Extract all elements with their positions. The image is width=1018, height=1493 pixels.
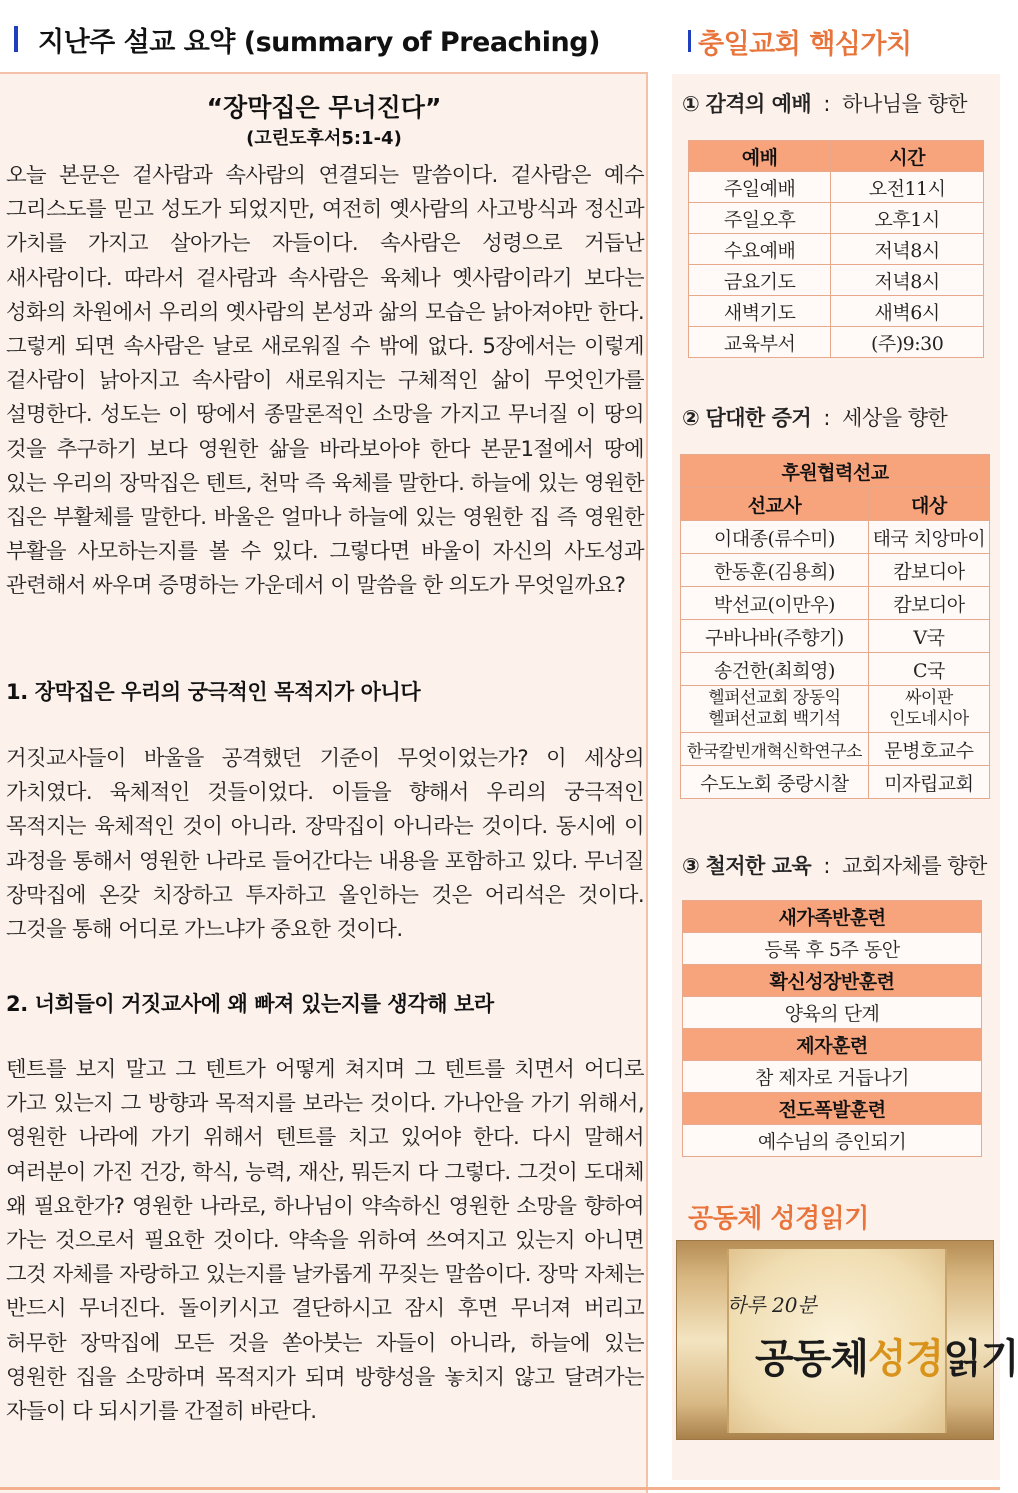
sermon-summary-title: 지난주 설교 요약 (summary of Preaching) [38,27,600,58]
table-row [681,766,990,799]
missionary-name: 한동훈(김용희) [681,554,869,587]
core-value-2-separator: : [823,406,830,430]
table-row [681,521,990,554]
worship-time: 오후1시 [831,203,984,234]
missionary-name: 수도노회 중랑시찰 [681,766,869,799]
table-row [689,172,984,203]
core-value-3-target: 교회자체를 향한 [842,854,987,878]
table-header-row [681,488,990,521]
table-row [689,234,984,265]
missionary-name: 구바나바(주향기) [681,620,869,653]
core-value-2-target: 세상을 향한 [842,406,948,430]
table-row [681,554,990,587]
table-row [683,1093,982,1125]
header-accent-bar [14,26,18,52]
worship-name: 주일예배 [689,172,831,203]
sermon-point-1-heading: 1. 장막집은 우리의 궁극적인 목적지가 아니다 [6,680,421,704]
core-value-3-separator: : [823,854,830,878]
missionary-name: 박선교(이만우) [681,587,869,620]
table-row [683,1125,982,1157]
worship-column-header: 예배 [689,141,831,172]
worship-name: 주일오후 [689,203,831,234]
scroll-caption-title [755,1327,1018,1384]
sermon-title: “장막집은 무너진다” [206,93,442,122]
table-row [683,901,982,933]
mission-target: 캄보디아 [868,554,989,587]
core-values-panel [672,74,1018,1480]
core-value-2-number: ② [682,406,700,430]
core-value-1-target: 하나님을 향한 [842,92,968,116]
program-title: 확신성장반훈련 [683,965,982,997]
table-row [689,203,984,234]
worship-time: 저녁8시 [831,265,984,296]
program-description: 예수님의 증인되기 [683,1125,982,1157]
core-value-3-heading [682,850,987,880]
table-row [681,653,990,686]
worship-time: 오전11시 [831,172,984,203]
scroll-caption-part-1: 공동체 [755,1336,868,1382]
scroll-caption-daily: 하루 20분 [727,1293,817,1317]
worship-time: 저녁8시 [831,234,984,265]
worship-name: 금요기도 [689,265,831,296]
table-row [681,733,990,766]
sermon-paragraph-intro: 오늘 본문은 겉사람과 속사람의 연결되는 말씀이다. 겉사람은 예수 그리스도를 믿고 성도가 되었지만, 여전히 옛사람의 사고방식과 정신과 가치를 가지고 살아가는 자들이다. 속사람은 성령으로 거듭난 새사람이다. 따라서 겉사람과 속사람은 육체나 옛사람이라기 보다는 성화의 차원에서 우리의 옛사람의 본성과 삶의 모습은 낡아져야만 한다. 그렇게 되면 속사람은 날로 새로워질 수 밖에 없다. 5장에서는 이렇게 겉사람이 낡아지고 속사람이 새로워지는 구체적인 삶이 무엇인가를 설명한다. 성도는 이 땅에서 종말론적인 소망을 가지고 무너질 이 땅의 것을 추구하기 보다 영원한 삶을 바라보아야 한다 본문1절에서 땅에 있는 우리의 장막집은 텐트, 천막 즉 육체를 말한다. 하늘에 있는 영원한 집은 부활체를 말한다. 바울은 얼마나 하늘에 있는 영원한 집 즉 영원한 부활을 사모하는지를 볼 수 있다. 그렇다면 바울이 자신의 사도성과 관련해서 싸우며 증명하는 가운데서 이 말씀을 한 의도가 무엇일까요? [6,163,644,599]
mission-target: 태국 치앙마이 [868,521,989,554]
table-header-row [689,141,984,172]
mission-support-table [680,454,990,799]
footer-divider [0,1487,1000,1490]
program-title: 새가족반훈련 [683,901,982,933]
missionary-name: 이대종(류수미) [681,521,869,554]
core-value-2-name: 담대한 증거 [705,406,812,430]
core-value-3-number: ③ [682,854,700,878]
core-value-3-name: 철저한 교육 [705,854,812,878]
sermon-summary-header [0,0,650,72]
sermon-summary-panel [0,72,648,1493]
table-row [681,587,990,620]
mission-table-title: 후원협력선교 [681,455,990,488]
missionary-name: 헬퍼선교회 장동익 헬퍼선교회 백기석 [681,686,869,733]
community-bible-reading-title: 공동체 성경읽기 [688,1204,869,1234]
table-row [681,686,990,733]
sermon-paragraph-point-1: 거짓교사들이 바울을 공격했던 기준이 무엇이었는가? 이 세상의 가치였다. 육체적인 것들이었다. 이들을 향해서 우리의 궁극적인 목적지는 육체적인 것이 아니라. 장막집이 아니라는 것이다. 동시에 이 과정을 통해서 영원한 나라로 들어간다는 내용을 포함하고 있다. 무너질 장막집에 온갖 치장하고 투자하고 올인하는 것은 어리석은 것이다. 그것을 통해 어디로 가느냐가 중요한 것이다. [6,746,644,943]
program-title: 제자훈련 [683,1029,982,1061]
table-row [683,965,982,997]
table-row [689,296,984,327]
program-description: 양육의 단계 [683,997,982,1029]
core-value-1-number: ① [682,92,700,116]
program-description: 등록 후 5주 동안 [683,933,982,965]
table-row [683,1029,982,1061]
worship-time: (주)9:30 [831,327,984,358]
core-value-2-heading [682,402,947,432]
program-description: 참 제자로 거듭나기 [683,1061,982,1093]
table-row [683,1061,982,1093]
worship-name: 수요예배 [689,234,831,265]
worship-schedule-table [688,140,984,358]
missionary-name: 송건한(최희영) [681,653,869,686]
time-column-header: 시간 [831,141,984,172]
table-title-row [681,455,990,488]
mission-target: 캄보디아 [868,587,989,620]
sermon-scripture-reference: (고린도후서5:1-4) [246,128,402,149]
mission-target: 싸이판 인도네시아 [868,686,989,733]
missionary-name: 한국칼빈개혁신학연구소 [681,733,869,766]
target-column-header: 대상 [868,488,989,521]
worship-time: 새벽6시 [831,296,984,327]
table-row [683,997,982,1029]
scroll-caption-part-3: 읽기 [943,1336,1018,1382]
bible-reading-scroll-image [676,1240,1018,1440]
mission-target: C국 [868,653,989,686]
mission-target: 미자립교회 [868,766,989,799]
scroll-caption-part-2: 성경 [867,1336,944,1382]
core-values-header [672,0,1000,74]
education-program-table [682,900,982,1157]
core-value-1-heading [682,88,967,118]
sermon-point-2-heading: 2. 너희들이 거짓교사에 왜 빠져 있는지를 생각해 보라 [6,992,494,1016]
table-row [681,620,990,653]
sermon-paragraph-point-2: 텐트를 보지 말고 그 텐트가 어떻게 쳐지며 그 텐트를 치면서 어디로 가고 있는지 그 방향과 목적지를 보라는 것이다. 가나안을 가기 위해서, 영원한 나라에 가기 위해서 텐트를 치고 있어야 한다. 다시 말해서 여러분이 가진 건강, 학식, 능력, 재산, 뭐든지 다 그렇다. 그것이 도대체 왜 필요한가? 영원한 나라로, 하나님이 약속하신 영원한 소망을 향하여 가는 것으로서 필요한 것이다. 약속을 위하여 쓰여지고 있는지 아니면 그것 자체를 자랑하고 있는지를 날카롭게 꾸짖는 말씀이다. 장막 자체는 반드시 무너진다. 돌이키시고 결단하시고 잠시 후면 무너져 버리고 허무한 장막집에 모든 것을 쏟아붓는 자들이 아니라, 하늘에 있는 영원한 집을 소망하며 목적지가 되며 방향성을 놓치지 않고 달려가는 자들이 다 되시기를 간절히 바란다. [6,1057,644,1425]
worship-name: 새벽기도 [689,296,831,327]
core-value-1-separator: : [823,92,830,116]
program-title: 전도폭발훈련 [683,1093,982,1125]
mission-target: V국 [868,620,989,653]
table-row [683,933,982,965]
table-row [689,327,984,358]
header-accent-bar [688,30,691,52]
core-values-title: 충일교회 핵심가치 [698,29,912,60]
table-row [689,265,984,296]
worship-name: 교육부서 [689,327,831,358]
core-value-1-name: 감격의 예배 [705,92,812,116]
missionary-column-header: 선교사 [681,488,869,521]
mission-target: 문병호교수 [868,733,989,766]
